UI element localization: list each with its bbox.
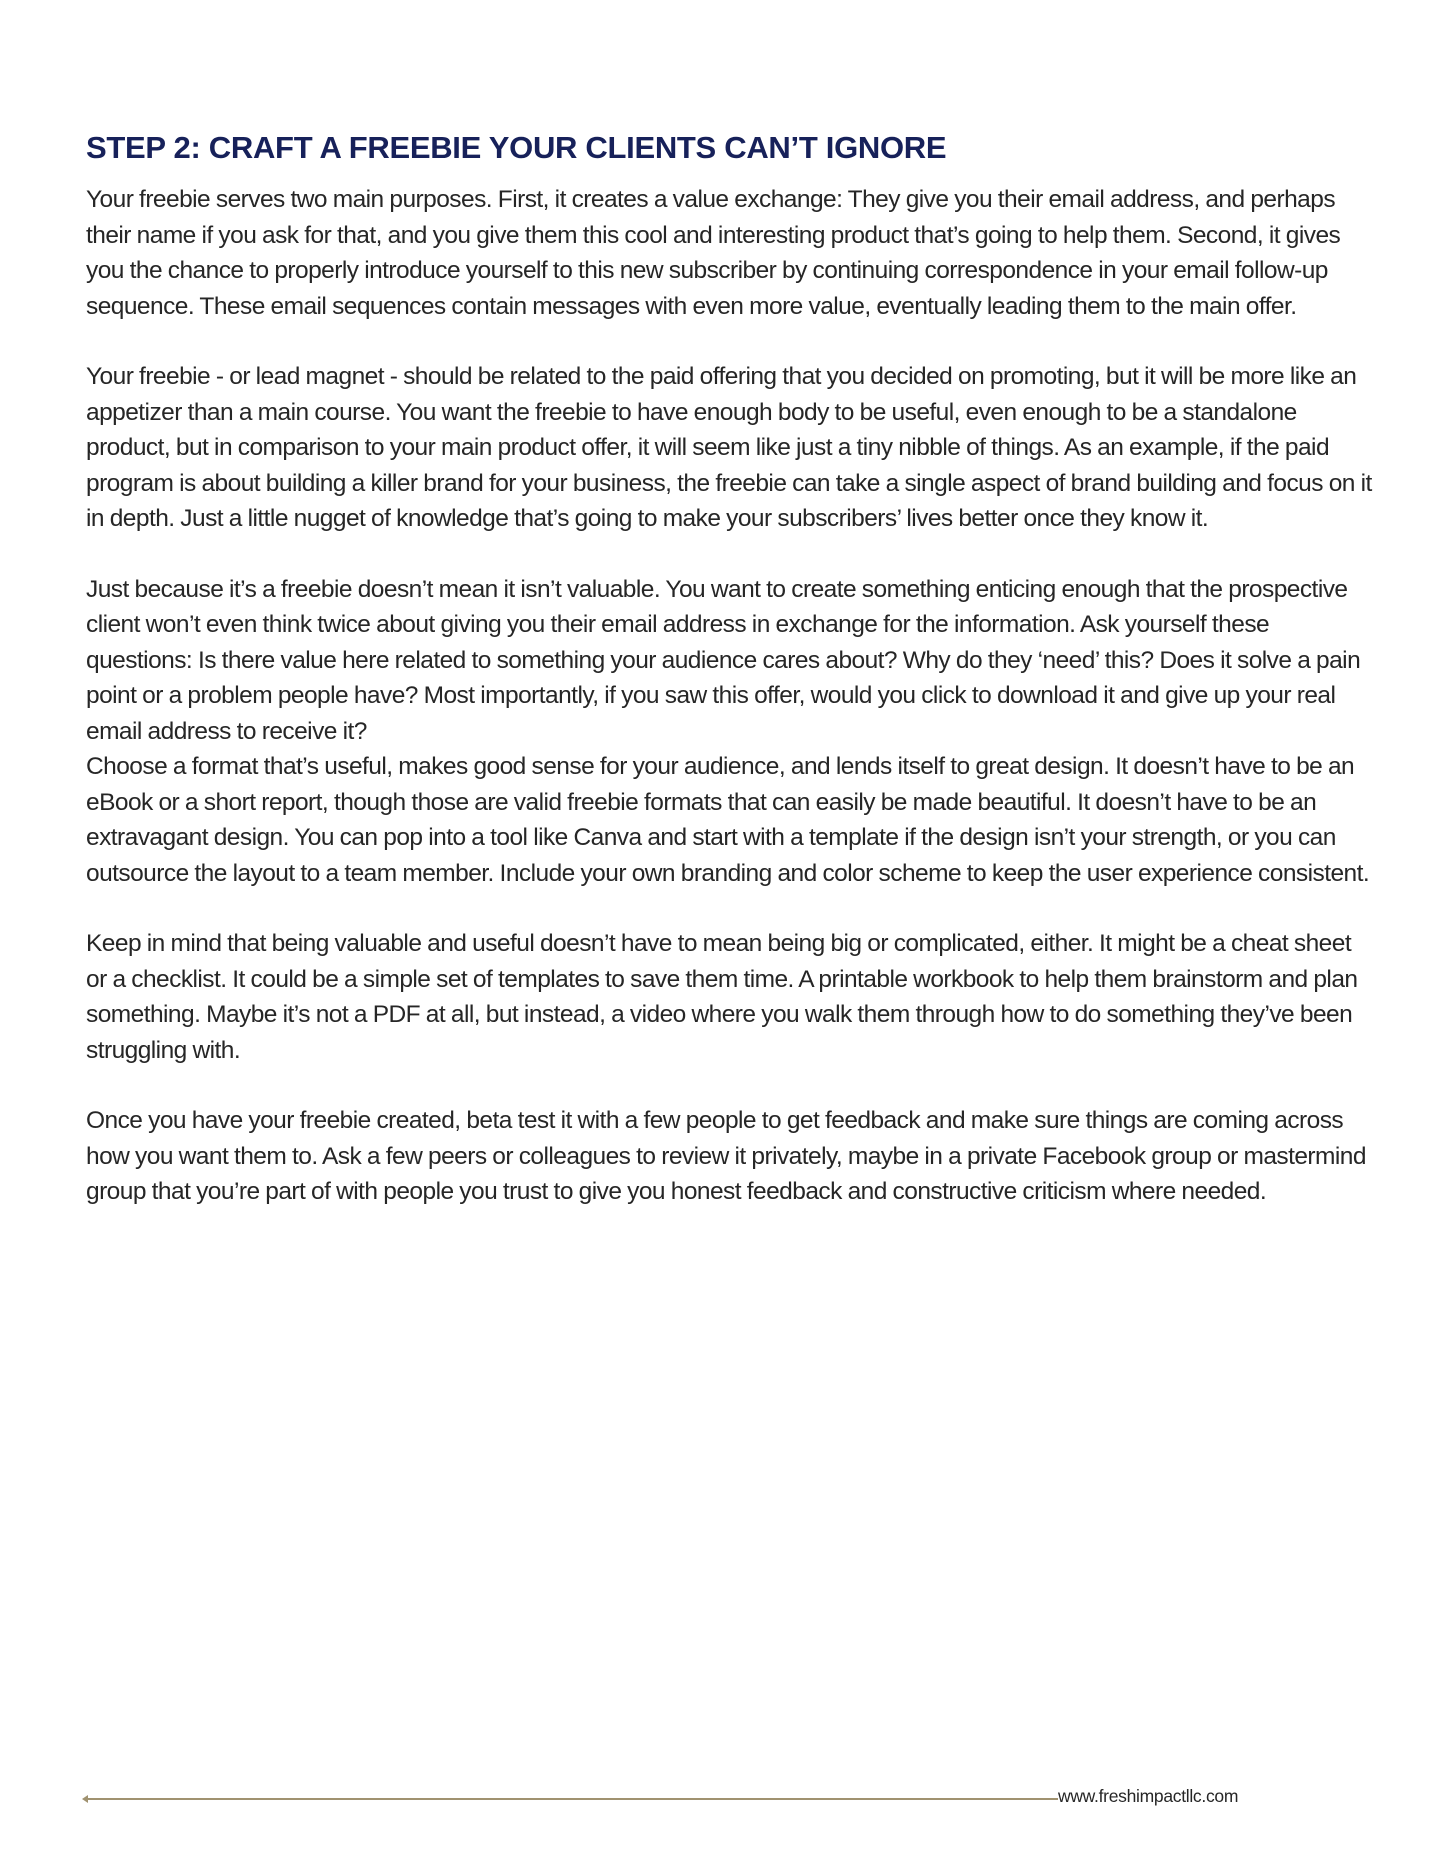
page-footer xyxy=(82,1786,1282,1810)
paragraph-beta-test: Once you have your freebie created, beta test it with a few people to get feedback and make sure things are coming across how you want them to. Ask a few peers or colleagues to review it privately, maybe in a private Facebook group or mastermind group that you’re part of with people you trust to give you honest feedback and constructive criticism where needed. xyxy=(86,1107,1366,1205)
footer-website-link[interactable]: www.freshimpactllc.com xyxy=(1058,1786,1239,1806)
paragraph-purpose: Your freebie serves two main purposes. First, it creates a value exchange: They give you their email address, and perhaps their name if you ask for that, and you give them this cool and interesting product that’s going to help them. Second, it gives you the chance to properly introduce yourself to this new subscriber by continuing correspondence in your email follow-up sequence. These email sequences contain messages with even more value, eventually leading them to the main offer. xyxy=(86,186,1341,320)
paragraph-lead-magnet: Your freebie - or lead magnet - should be related to the paid offering that you decided on promoting, but it will be more like an appetizer than a main course. You want the freebie to have enough body to be useful, even enough to be a standalone product, but in comparison to your main product offer, it will seem like just a tiny nibble of things. As an example, if the paid program is about building a killer brand for your business, the freebie can take a single aspect of brand building and focus on it in depth. Just a little nugget of knowledge that’s going to make your subscribers’ lives better once they know it. xyxy=(86,363,1372,532)
paragraph-simple: Keep in mind that being valuable and useful doesn’t have to mean being big or complicated, either. It might be a cheat sheet or a checklist. It could be a simple set of templates to save them time. A printable workbook to help them brainstorm and plan something. Maybe it’s not a PDF at all, but instead, a video where you walk them through how to do something they’ve been struggling with. xyxy=(86,930,1358,1064)
footer-divider xyxy=(86,1798,1058,1800)
section-heading: STEP 2: CRAFT A FREEBIE YOUR CLIENTS CAN’T IGNORE xyxy=(86,130,947,165)
paragraph-valuable: Just because it’s a freebie doesn’t mean it isn’t valuable. You want to create something enticing enough that the prospective client won’t even think twice about giving you their email address in exchange for the information. Ask yourself these questions: Is there value here related to something your audience cares about? Why do they ‘need’ this? Does it solve a pain point or a problem people have? Most importantly, if you saw this offer, would you click to download it and give up your real email address to receive it? xyxy=(86,575,1361,745)
paragraph-format: Choose a format that’s useful, makes good sense for your audience, and lends itself to great design. It doesn’t have to be an eBook or a short report, though those are valid freebie formats that can easily be made beautiful. It doesn’t have to be an extravagant design. You can pop into a tool like Canva and start with a template if the design isn’t your strength, or you can outsource the layout to a team member. Include your own branding and color scheme to keep the user experience consistent. xyxy=(86,753,1370,887)
document-page xyxy=(86,128,1376,1245)
